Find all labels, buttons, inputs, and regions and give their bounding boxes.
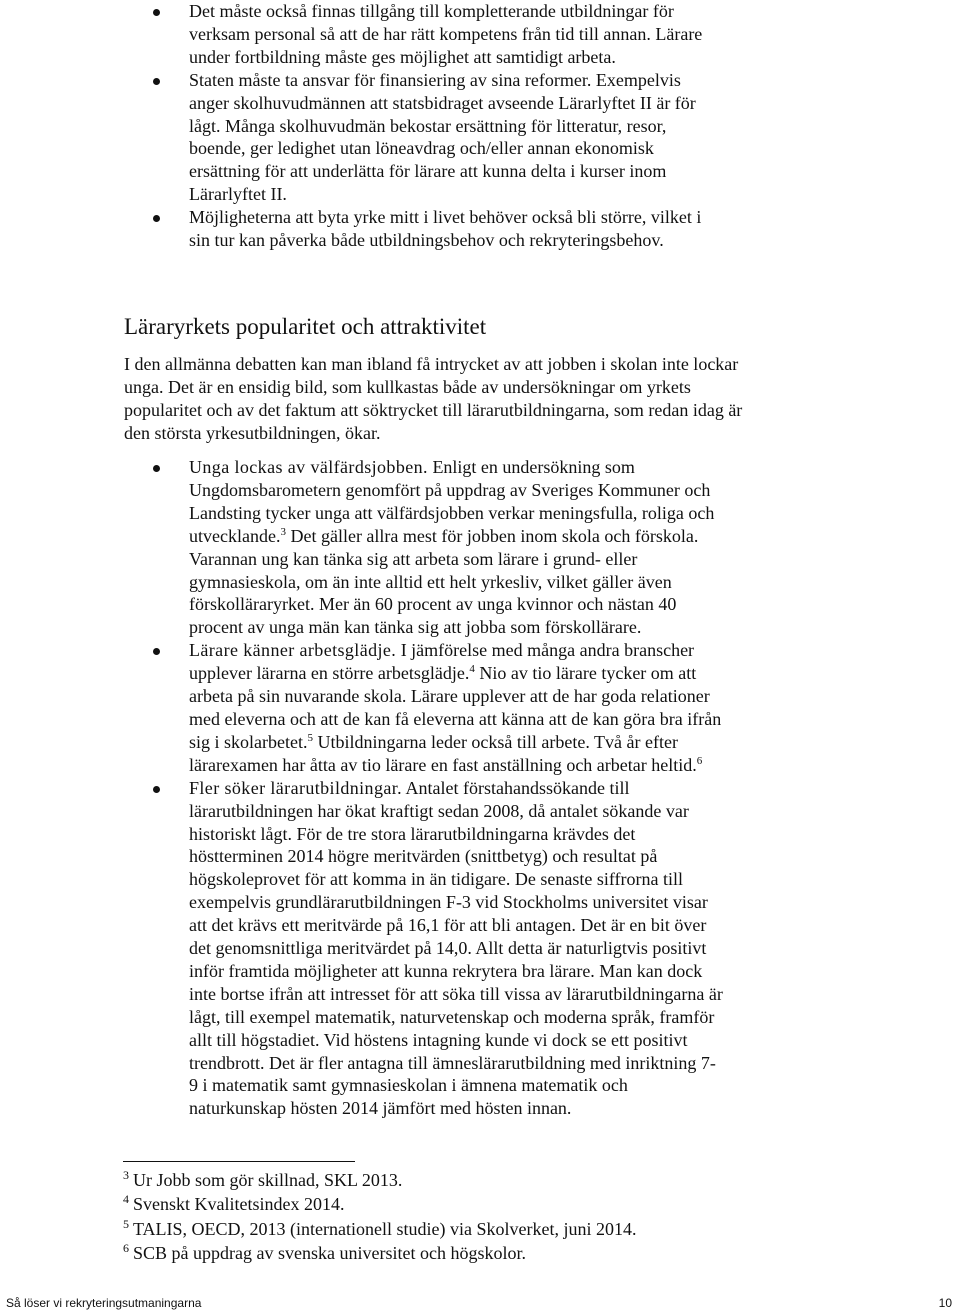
bullet-icon [153, 648, 160, 655]
intro-paragraph: I den allmänna debatten kan man ibland få intrycket av att jobben i skolan inte lockar unga. Det är en ensidig bild, som kullkastas både av undersökningar om yrkets popularitet och av det faktum att söktrycket till lärarutbildningarna, som redan idag är den största yrkesutbildningen, ökar. [124, 354, 743, 443]
point-text: I jämförelse med många andra branscher upplever lärarna en större arbetsglädje. [189, 640, 695, 684]
list-item-text: Det måste också finnas tillgång till kompletterande utbildningar för verksam personal så att de har rätt kompetens från tid till annan. Lärare under fortbildning måste ges möjlighet att samtidigt arbeta. [189, 1, 703, 67]
list-item [123, 206, 723, 252]
bullet-icon [153, 215, 160, 222]
footnote-ref[interactable]: 6 [696, 754, 703, 767]
footnote [123, 1217, 636, 1241]
point-text: Det gäller allra mest för jobben inom skola och förskola. Varannan ung kan tänka sig att arbeta som lärare i grund- eller gymnasieskola, om än inte alltid ett helt yrkesliv, vilket gäller även förskolläraryrket. Mer än 60 procent av unga kvinnor och nästan 40 procent av unga män kan tänka sig att jobba som förskollärare. [189, 525, 699, 638]
point-lead: Unga lockas av välfärdsjobben. [189, 457, 428, 477]
bullet-icon [153, 465, 160, 472]
list-item [123, 639, 723, 776]
footer-title: Så löser vi rekryteringsutmaningarna [6, 1296, 202, 1310]
footnote [123, 1192, 636, 1216]
footnote-list [123, 1168, 636, 1265]
list-item [123, 69, 723, 206]
section-heading: Läraryrkets popularitet och attraktivitet [124, 314, 487, 339]
footnote-number: 6 [123, 1240, 129, 1255]
footnote-number: 3 [123, 1168, 129, 1182]
list-item-text: Staten måste ta ansvar för finansiering av sina reformer. Exempelvis anger skolhuvudmännen att statsbidraget avseende Lärarlyftet II är för lågt. Många skolhuvudmän bekostar ersättning för litteratur, resor, boende, ger ledighet utan löneavdrag och/eller annan ekonomisk ersättning för att underlätta för lärare att kunna delta i kurser inom Lärarlyftet II. [189, 69, 696, 205]
footnote-number: 5 [123, 1216, 129, 1231]
point-text: Enligt en undersökning som Ungdomsbarometern genomfört på uppdrag av Sveriges Kommuner och Landsting tycker unga att välfärdsjobben verkar meningsfulla, roliga och utvecklande. [189, 457, 715, 546]
footnote-text: Svenskt Kvalitetsindex 2014. [133, 1194, 345, 1215]
page-number: 10 [938, 1296, 952, 1310]
footnote-text: TALIS, OECD, 2013 (internationell studie) via Skolverket, juni 2014. [133, 1218, 637, 1239]
point-text: Antalet förstahandssökande till lärarutbildningen har ökat kraftigt sedan 2008, då antalet sökande var historiskt lågt. För de tre stora lärarutbildningarna krävdes det höstterminen 2014 högre meritvärden (snittbetyg) och resultat på högskoleprovet för att komma in än tidigare. De senaste siffrorna till exempelvis grundlärarutbildningen F-3 vid Stockholms universitet visar att det krävs ett meritvärde på 16,1 för att bli antagen. Det är en bit över det genomsnittliga meritvärdet på 14,0. Allt detta är naturligtvis positivt inför framtida möjligheter att kunna rekrytera bra lärare. Man kan dock inte bortse ifrån att intresset för att söka till vissa av lärarutbildningarna är lågt, till exempel matematik, naturvetenskap och moderna språk, framför allt till högstadiet. Vid höstens intagning kunde vi dock se ett positivt trendbrott. Det är fler antagna till ämneslärarutbildning med inriktning 7-9 i matematik samt gymnasieskolan i ämnena matematik och naturkunskap hösten 2014 jämfört med hösten innan. [189, 777, 723, 1119]
bullet-icon [153, 9, 160, 16]
footnote-text: Ur Jobb som gör skillnad, SKL 2013. [133, 1170, 403, 1190]
list-item [123, 0, 723, 69]
point-text: Utbildningarna leder också till arbete. Två år efter lärarexamen har åtta av tio lärare en fast anställning och arbetar heltid. [189, 731, 697, 775]
bullet-icon [153, 786, 160, 793]
point-lead: Lärare känner arbetsglädje. [189, 640, 397, 661]
footnote-ref[interactable]: 3 [280, 525, 286, 538]
bullet-icon [153, 78, 160, 85]
footnote-number: 4 [123, 1192, 129, 1207]
list-item-text: Möjligheterna att byta yrke mitt i livet behöver också bli större, vilket i sin tur kan påverka både utbildningsbehov och rekryteringsbehov. [189, 207, 702, 251]
footnote [123, 1168, 636, 1192]
point-text: Nio av tio lärare tycker om att arbeta på sin nuvarande skola. Lärare upplever att de har goda relationer med eleverna och att de kan få eleverna att känna att de kan göra bra ifrån sig i skolarbetet. [189, 663, 722, 752]
footnote-ref[interactable]: 5 [307, 731, 313, 744]
footnote [123, 1241, 636, 1265]
point-lead: Fler söker lärarutbildningar. [189, 777, 403, 798]
footnote-text: SCB på uppdrag av svenska universitet och högskolor. [133, 1242, 526, 1263]
findings-list [123, 456, 723, 1120]
footnote-ref[interactable]: 4 [469, 663, 475, 676]
list-item [123, 777, 723, 1121]
footnote-divider [123, 1161, 355, 1162]
list-item [123, 456, 723, 639]
recommendation-list [123, 0, 723, 252]
